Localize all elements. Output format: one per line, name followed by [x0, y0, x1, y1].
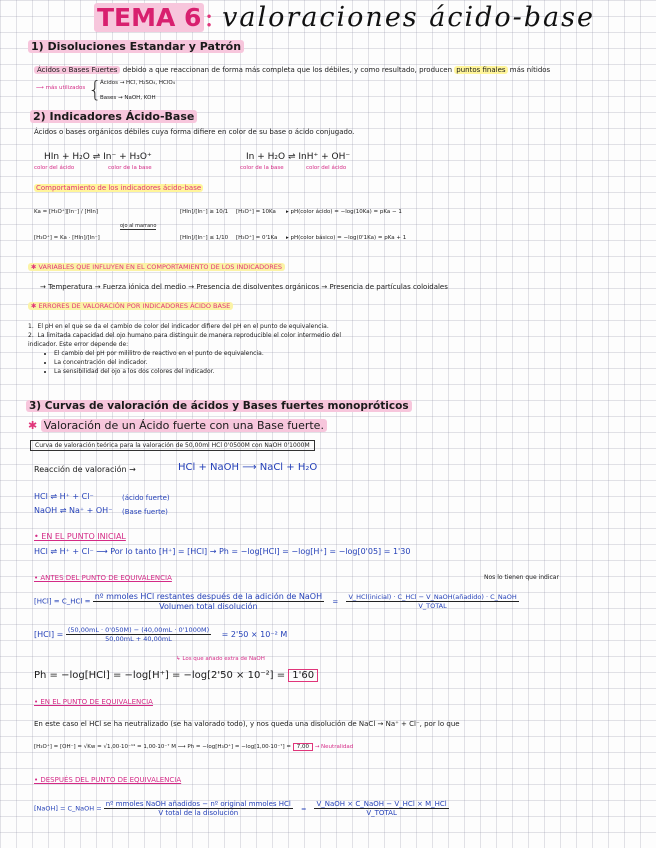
s3-before-arrow-note: ↳ Los que añado extra de NaOH [176, 656, 265, 662]
s2-variables-list: → Temperatura → Fuerza iónica del medio → Presencia de disolventes orgánicos → Presencia de partículas coloidales [40, 283, 448, 291]
s2-ka: Ka = [H₃O⁺][In⁻] / [HIn] [34, 209, 99, 215]
s2-sub1: • El cambio del pH por mililitro de reactivo en el punto de equivalencia. [54, 349, 358, 358]
s2-errors-heading: ✱ ERRORES DE VALORACIÓN POR INDICADORES ÁCIDO BASE [28, 302, 233, 310]
s3-dissociation-2-note: (Base fuerte) [122, 508, 168, 516]
s3-before-calc-frac [66, 626, 211, 643]
s2-sub3: • La sensibilidad del ojo a los dos colores del indicador. [54, 367, 358, 376]
page-title [94, 2, 595, 33]
s2-r2b: [H₃O⁺] = 0'1Ka [236, 235, 278, 241]
s1-intro-a: debido a que reaccionan de forma más completa que los débiles, y como resultado, producen [122, 66, 453, 74]
s2-h3o: [H₃O⁺] = Ka · [HIn]/[In⁻] [34, 235, 100, 241]
s3-reaction-label: Reacción de valoración → [34, 465, 136, 474]
s1-acids: Ácidos → HCl, H₂SO₄, HClO₄ [100, 80, 175, 86]
s3-after-frac [104, 800, 293, 817]
s3-after-den: V total de la disolución [158, 809, 239, 817]
s3-initial-heading: • EN EL PUNTO INICIAL [34, 532, 126, 541]
section3-heading: 3) Curvas de valoración de ácidos y Bases fuertes monopróticos [26, 400, 412, 412]
s3-after-heading: • DESPUÉS DEL PUNTO DE EQUIVALENCIA [34, 776, 182, 784]
s3-before-den: Volumen total disolución [159, 602, 258, 611]
s2-errors-list [28, 322, 358, 376]
s2-r2c: ▸ pH(color básico) = −log(0'1Ka) = pKa + 1 [286, 235, 407, 241]
s3-equiv-note: → Neutralidad [314, 744, 354, 750]
s2-eq1: HIn + H₂O ⇌ In⁻ + H₃O⁺ [44, 152, 152, 162]
s3-before-rnum: V_HCl(inicial) · C_HCl − V_NaOH(añadido) · C_NaOH [348, 593, 517, 601]
s3-before-ph [34, 670, 318, 681]
s3-initial-formula: HCl ⇌ H⁺ + Cl⁻ ⟶ Por lo tanto [H⁺] = [HCl] → Ph = −log[HCl] = −log[H⁺] = −log[0'05] = 1'30 [34, 547, 411, 556]
s3-dissociation-1-note: (ácido fuerte) [122, 494, 170, 502]
s2-variables-heading: ✱ VARIABLES QUE INFLUYEN EN EL COMPORTAMIENTO DE LOS INDICADORES [28, 263, 285, 271]
s2-eq2-left-label: color de la base [240, 165, 284, 171]
s3-before-calc-den: 50,00mL + 40,00mL [105, 635, 172, 643]
s3-subheading: ✱ Valoración de un Ácido fuerte con una Base fuerte. [28, 419, 327, 432]
s1-bases: Bases → NaOH, KOH [100, 95, 156, 101]
s1-intro-highlight2: puntos finales [456, 66, 506, 74]
s3-equiv-text: En este caso el HCl se ha neutralizado (se ha valorado todo), y nos queda una disolución de NaCl → Na⁺ + Cl⁻, por lo que [34, 720, 460, 728]
s3-before-frac [93, 592, 324, 611]
s2-r1b: [H₃O⁺] = 10Ka [236, 209, 276, 215]
title-prefix: TEMA 6 [94, 3, 204, 32]
s3-dissociation-1: HCl ⇌ H⁺ + Cl⁻ [34, 492, 94, 501]
s2-sub2: • La concentración del indicador. [54, 358, 358, 367]
s3-before-num: nº mmoles HCl restantes después de la adición de NaOH [94, 592, 323, 601]
s3-before-fraction: [HCl] = C_HCl = $\frac{\text{nº mmoles HCl restantes después de la adición de NaOH}}{\text{Volumen total disolución}}$ = $\frac{\text{V\_HCl(inicial) · C\_HCl − V\_NaOH(añadido) · C\_NaOH}}{\text{V\_TOTAL}}$ [34, 592, 517, 611]
s3-before-calc-label: [HCl] = [34, 630, 64, 639]
s1-brace: { [88, 78, 102, 103]
s3-before-rfrac [346, 593, 518, 610]
s2-r2a: [HIn]/[In⁻] ≤ 1/10 [180, 235, 229, 241]
s2-r1c: ▸ pH(color ácido) = −log(10Ka) = pKa − 1 [286, 209, 402, 215]
s3-after-rfrac [314, 800, 448, 817]
s3-after-rden: V_TOTAL [366, 809, 397, 817]
s3-box: Curva de valoración teórica para la valoración de 50,00ml HCl 0'0500M con NaOH 0'1000M [30, 440, 315, 451]
s3-before-note: Nos lo tienen que indicar [484, 574, 559, 581]
s1-intro-highlight: Ácidos o Bases Fuertes [34, 66, 120, 74]
s3-after-num: nº mmoles NaOH añadidos − nº original mmoles HCl [105, 800, 291, 808]
s1-used-label: ⟶ más utilizados [36, 85, 86, 91]
s2-err1: 1. El pH en el que se da el cambio de color del indicador difiere del pH en el punto de equivalencia. [28, 323, 329, 330]
s2-eq1-right-label: color de la base [108, 165, 152, 171]
s3-equiv-value: 7,00 [293, 743, 313, 751]
s3-before-rden: V_TOTAL [418, 602, 447, 610]
s3-equiv-heading: • EN EL PUNTO DE EQUIVALENCIA [34, 698, 153, 706]
title-text: valoraciones ácido-base [222, 2, 595, 33]
s1-intro-b: más nítidos [509, 66, 551, 74]
s2-err2: 2. La limitada capacidad del ojo humano para distinguir de manera reproducible el color intermedio del indicador. Este error depende de: [28, 332, 342, 348]
s2-comport-heading: Comportamiento de los indicadores ácido-base [36, 184, 202, 192]
s3-after-formula [34, 800, 449, 817]
s3-equiv-eq [34, 744, 353, 750]
s1-intro [34, 66, 550, 74]
s3-before-calc-num: (50,00mL · 0'050M) − (40,00mL · 0'1000M) [67, 626, 210, 634]
s3-after-label: [NaOH] = C_NaOH = [34, 804, 102, 813]
s3-after-rnum: V_NaOH × C_NaOH − V_HCl × M_HCl [316, 800, 447, 808]
s3-before-heading: • ANTES DEL PUNTO DE EQUIVALENCIA [34, 574, 172, 582]
s3-before-label: [HCl] = C_HCl = [34, 597, 91, 606]
title-colon: : [204, 2, 214, 33]
s3-before-calc-result: = 2'50 × 10⁻² M [221, 630, 288, 639]
s3-dissociation-2: NaOH ⇌ Na⁺ + OH⁻ [34, 506, 113, 515]
section2-heading: 2) Indicadores Ácido-Base [30, 110, 197, 123]
s2-desc: Ácidos o bases orgánicos débiles cuya forma difiere en color de su base o ácido conjugado. [34, 128, 355, 136]
s2-r1a: [HIn]/[In⁻] ≥ 10/1 [180, 209, 229, 215]
s3-before-ph-formula: Ph = −log[HCl] = −log[H⁺] = −log[2'50 × 10⁻²] = [34, 670, 286, 681]
s2-eq2: In + H₂O ⇌ InH⁺ + OH⁻ [246, 152, 351, 162]
s2-eq1-left-label: color del ácido [34, 165, 75, 171]
s2-ojo: ojo al marrano [120, 223, 157, 229]
s3-after-equals: = [300, 804, 307, 813]
s3-equiv-formula: [H₃O⁺] = [OH⁻] = √Kw = √1,00·10⁻¹⁴ = 1,00·10⁻⁷ M ⟶ Ph = −log[H₃O⁺] = −log[1,00·10⁻⁷] = [34, 744, 291, 750]
section1-heading: 1) Disoluciones Estandar y Patrón [28, 40, 244, 53]
s3-before-calc [34, 626, 287, 643]
s2-eq2-right-label: color del ácido [306, 165, 347, 171]
s3-reaction: HCl + NaOH ⟶ NaCl + H₂O [178, 462, 318, 473]
s3-before-ph-value: 1'60 [288, 669, 318, 682]
